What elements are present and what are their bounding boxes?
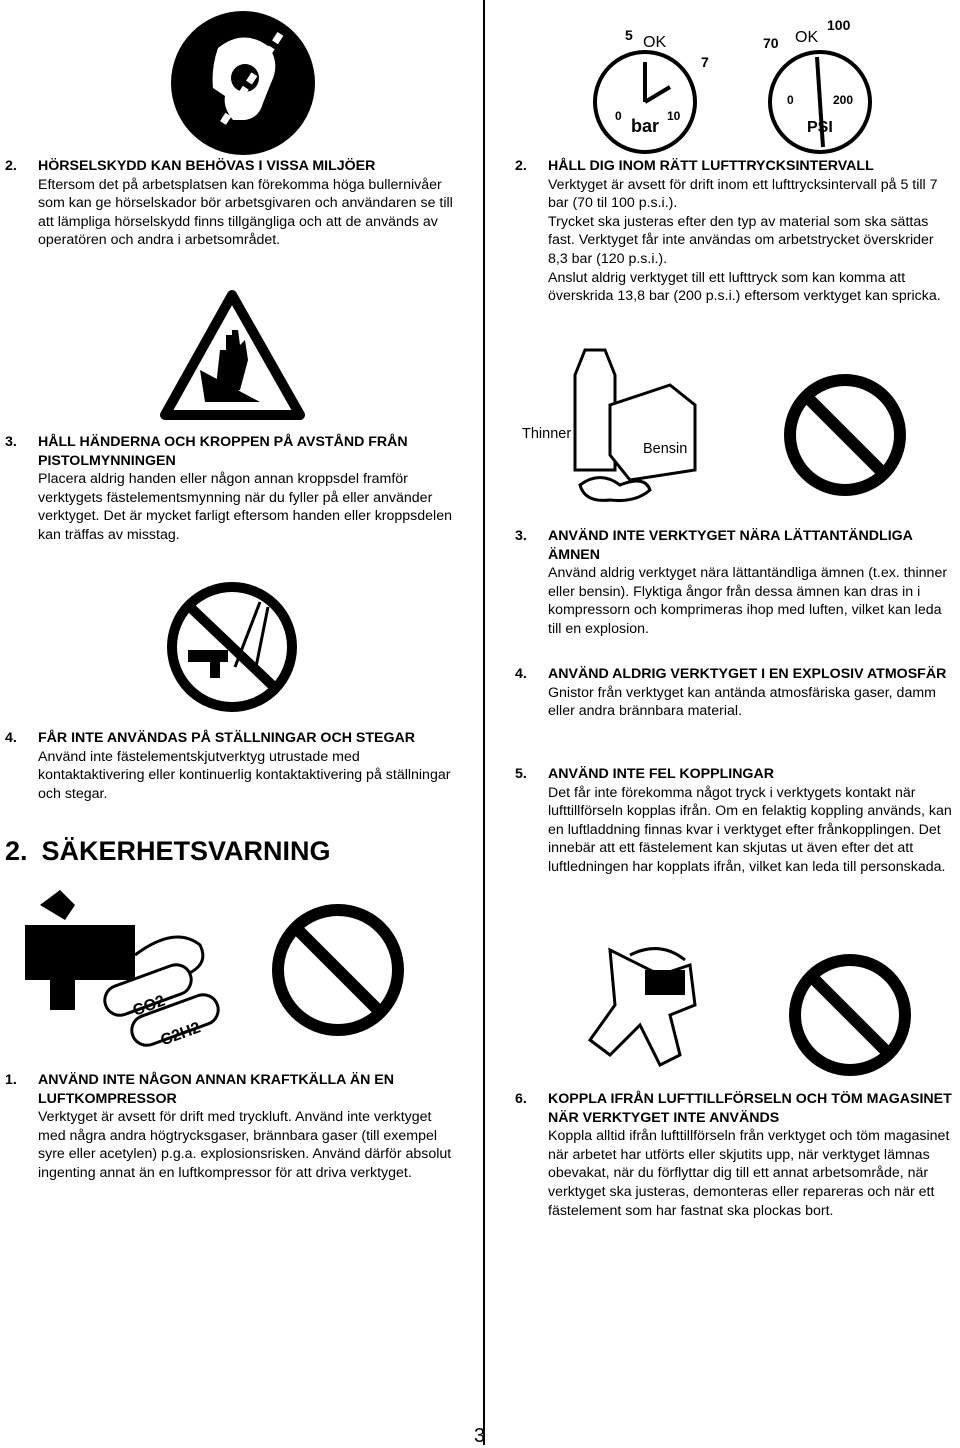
- section-number: 2.: [5, 158, 17, 174]
- section-hearing: [5, 157, 453, 250]
- section-body: Eftersom det på arbetsplatsen kan förekomma höga bullernivåer som kan ge hörselskador bör arbetsgivaren och användaren se till att lämpliga hörselskydd finns tillgängliga och att de används av operatören och andra i arbetsområdet.: [38, 176, 453, 249]
- section-number: 2.: [515, 158, 527, 174]
- gauge-bar-unit: bar: [631, 116, 660, 136]
- section-body: Det får inte förekomma något tryck i verktygets kontakt när lufttillförseln kopplas ifrån. Om en felaktig koppling används, kan en luftladdning finnas kvar i verktyget efter frånkopplingen. Det innebär att ett fästelement kan skjutas ut även efter det att luftledningen har kopplats ifrån, vilket kan leda till personskada.: [548, 784, 952, 875]
- gauge-bar-ok: OK: [643, 34, 667, 51]
- section-body: Använd inte fästelementskjutverktyg utrustade med kontaktaktivering eller kontinuerlig kontaktaktivering på ställningar och stegar.: [38, 748, 451, 802]
- prohibition-icon: [268, 900, 408, 1040]
- gauge-psi-zero: 0: [787, 93, 794, 107]
- section-number: 3.: [5, 434, 17, 450]
- section-title: ANVÄND ALDRIG VERKTYGET I EN EXPLOSIV ATMOSFÄR: [548, 666, 947, 682]
- nailer-gas-cylinders-icon: [15, 875, 225, 1050]
- section-flammable: [515, 527, 955, 639]
- heading-text: SÄKERHETSVARNING: [41, 836, 331, 866]
- gauge-bar-zero: 0: [615, 109, 622, 123]
- person-carrying-tool-icon: [570, 945, 730, 1070]
- page-heading: [5, 836, 345, 867]
- gauge-psi-max: 200: [833, 93, 854, 107]
- section-number: 5.: [515, 766, 527, 782]
- section-body: Verktyget är avsett för drift inom ett lufttrycksintervall på 5 till 7 bar (70 til 100 p.s.i.). Trycket ska justeras efter den typ av material som ska sättas fast. Verktyget får inte användas om arbetstrycket överskrider 8,3 bar (120 p.s.i.). Anslut aldrig verktyget till ett lufttryck som kan komma att överskrida 13,8 bar (200 p.s.i.) eftersom verktyget kan spricka.: [548, 176, 941, 305]
- section-title: ANVÄND INTE NÅGON ANNAN KRAFTKÄLLA ÄN EN LUFTKOMPRESSOR: [38, 1072, 394, 1107]
- section-body: Verktyget är avsett för drift med tryckluft. Använd inte verktyget med några andra högtrycksgaser, brännbara gaser (till exempel syre eller acetylen) p.g.a. explosionsrisken. Använd därför absolut ingenting annat än en luftkompressor för att driva verktyget.: [38, 1109, 452, 1181]
- page-number: 3: [474, 1425, 486, 1447]
- co2-label: CO2: [130, 992, 168, 1020]
- gauge-psi-ok: OK: [795, 29, 819, 46]
- section-title: FÅR INTE ANVÄNDAS PÅ STÄLLNINGAR OCH STEGAR: [38, 730, 416, 746]
- heading-number: 2.: [5, 836, 28, 866]
- thinner-label: Thinner: [522, 426, 572, 442]
- c2h2-label: C2H2: [158, 1019, 203, 1050]
- no-ladder-icon: [160, 582, 305, 712]
- hand-warning-icon: [160, 290, 305, 420]
- flammable-liquids-icon: [560, 345, 710, 505]
- gauge-psi-low: 70: [763, 35, 779, 51]
- section-power: [5, 1071, 453, 1183]
- section-pressure: [515, 157, 955, 306]
- section-title: HÅLL HÄNDERNA OCH KROPPEN PÅ AVSTÅND FRÅN PISTOLMYNNINGEN: [38, 434, 408, 469]
- gauge-bar-high: 7: [701, 54, 709, 70]
- section-explosive: [515, 665, 955, 721]
- section-scaffold: [5, 729, 453, 803]
- gauge-bar-low: 5: [625, 27, 633, 43]
- bensin-label: Bensin: [643, 441, 688, 457]
- section-disconnect: [515, 1090, 955, 1220]
- section-number: 6.: [515, 1091, 527, 1107]
- section-body: Koppla alltid ifrån lufttillförseln från verktyget och töm magasinet när arbetet har utförts eller skjutits upp, när verktyget lämnas obevakat, när du förflyttar dig till ett annat arbetsområde, när verktyget ska justeras, demonteras eller repareras och när ett fästelement som har fastnat ska plockas bort.: [548, 1128, 950, 1219]
- pressure-gauges-icon: [585, 12, 875, 162]
- column-divider: [483, 0, 485, 1445]
- section-body: Placera aldrig handen eller någon annan kroppsdel framför verktygets fästelementsmynning när du fyller på eller använder verktyget. Det är mycket farligt eftersom handen eller kroppsdelen kan träffas av misstag.: [38, 471, 452, 543]
- section-title: HÖRSELSKYDD KAN BEHÖVAS I VISSA MILJÖER: [38, 158, 376, 174]
- section-title: KOPPLA IFRÅN LUFTTILLFÖRSELN OCH TÖM MAGASINET NÄR VERKTYGET INTE ANVÄNDS: [548, 1091, 952, 1126]
- prohibition-icon: [780, 370, 910, 500]
- section-title: HÅLL DIG INOM RÄTT LUFTTRYCKSINTERVALL: [548, 158, 874, 174]
- section-body: Gnistor från verktyget kan antända atmosfäriska gaser, damm eller andra brännbara material.: [548, 684, 936, 720]
- section-number: 4.: [515, 666, 527, 682]
- section-number: 3.: [515, 528, 527, 544]
- section-hands: [5, 433, 453, 545]
- section-title: ANVÄND INTE VERKTYGET NÄRA LÄTTANTÄNDLIGA ÄMNEN: [548, 528, 913, 563]
- gauge-psi-unit: PSI: [807, 119, 833, 136]
- prohibition-icon: [785, 950, 915, 1080]
- section-title: ANVÄND INTE FEL KOPPLINGAR: [548, 766, 774, 782]
- gauge-bar-max: 10: [667, 109, 681, 123]
- section-body: Använd aldrig verktyget nära lättantändliga ämnen (t.ex. thinner eller bensin). Flyktiga ångor från dessa ämnen kan dras in i kompressorn och komprimeras ihop med luften, vilket kan leda till en explosion.: [548, 565, 948, 637]
- section-number: 4.: [5, 730, 17, 746]
- ear-protection-icon: [163, 8, 323, 158]
- section-number: 1.: [5, 1072, 17, 1088]
- gauge-psi-high: 100: [827, 17, 851, 33]
- section-coupling: [515, 765, 955, 877]
